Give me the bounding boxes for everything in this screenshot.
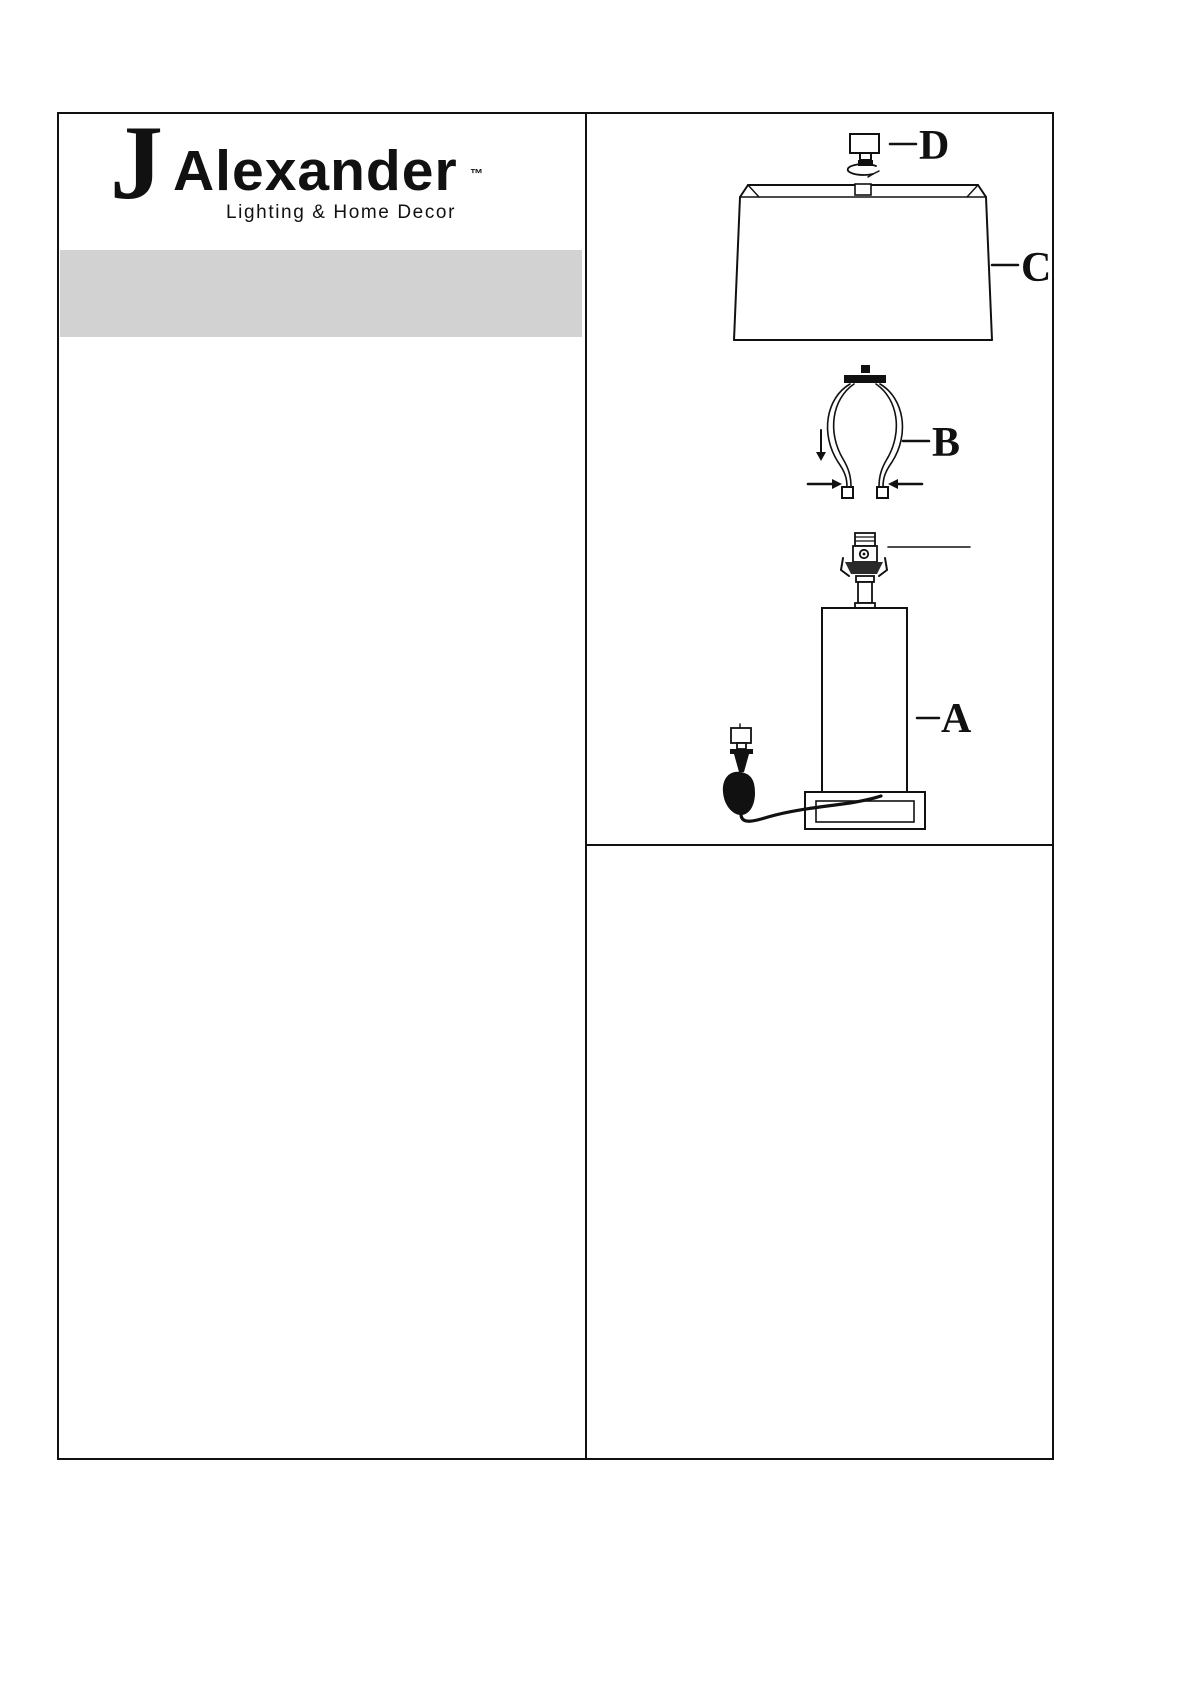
logo-name: Alexander: [173, 139, 458, 203]
part-label-a-text: A: [941, 696, 972, 742]
harp-press-arrow-icons: [808, 430, 922, 489]
socket-icon: [841, 533, 887, 608]
logo-letter-j: J: [110, 104, 163, 221]
lamp-base-icon: [805, 608, 925, 829]
part-label-d-text: D: [919, 123, 950, 169]
trademark-symbol: ™: [470, 166, 483, 181]
horizontal-divider: [587, 844, 1054, 846]
harp-icon: [828, 365, 903, 498]
gray-highlight-box: [60, 250, 582, 337]
part-label-a: [917, 696, 972, 742]
part-label-b-text: B: [932, 420, 961, 466]
part-label-c: [992, 245, 1051, 291]
part-label-d: [890, 123, 949, 169]
logo-tagline: Lighting & Home Decor: [226, 202, 457, 223]
finial-icon: [850, 134, 879, 166]
part-label-c-text: C: [1021, 245, 1052, 291]
plug-icon: [723, 724, 755, 815]
lamp-assembly-diagram: [586, 112, 1056, 844]
part-label-b: [903, 420, 960, 466]
lampshade-icon: [734, 184, 992, 340]
